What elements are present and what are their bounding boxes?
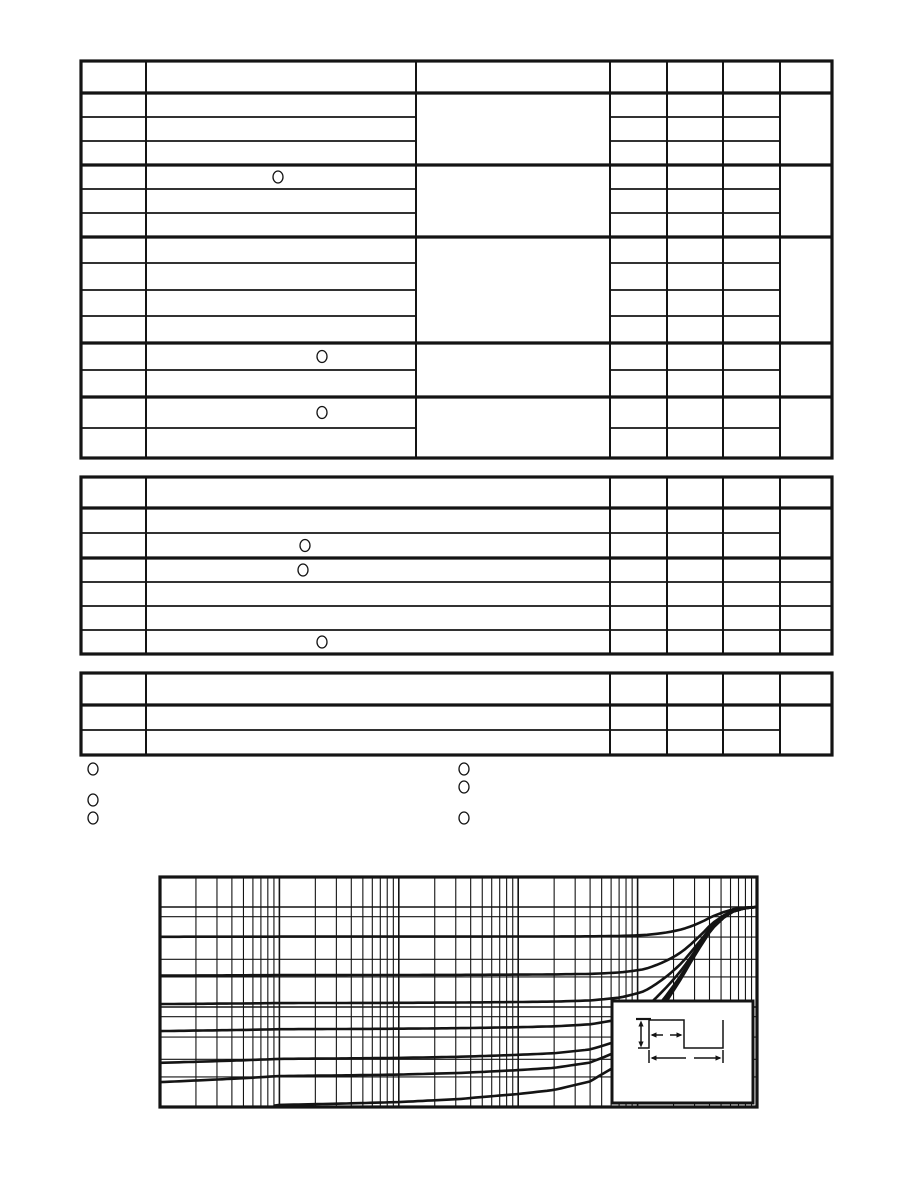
characteristics-table-2-border (81, 477, 832, 654)
characteristics-table-1 (81, 61, 832, 458)
footnote-marker-circle (459, 812, 469, 824)
curve-duty-0.10 (160, 907, 757, 1004)
characteristics-table-2 (81, 477, 832, 654)
footnote-marker-circle (88, 763, 98, 775)
footnote-markers (88, 763, 469, 824)
characteristics-table-3 (81, 673, 832, 755)
footnote-marker-circle (88, 812, 98, 824)
table-footnote-marker-circle (317, 407, 327, 419)
table-footnote-marker-circle (317, 636, 327, 648)
footnote-marker-circle (88, 794, 98, 806)
table-footnote-marker-circle (317, 351, 327, 363)
characteristics-table-3-border (81, 673, 832, 755)
footnote-marker-circle (459, 781, 469, 793)
pulse-waveform-inset (612, 1001, 753, 1103)
curve-duty-0.50 (160, 907, 757, 937)
table-footnote-marker-circle (298, 564, 308, 576)
thermal-response-chart (160, 877, 757, 1107)
footnote-marker-circle (459, 763, 469, 775)
table-footnote-marker-circle (273, 171, 283, 183)
table-footnote-marker-circle (300, 540, 310, 552)
curve-duty-0.20 (160, 907, 757, 976)
inset-background (612, 1001, 753, 1103)
